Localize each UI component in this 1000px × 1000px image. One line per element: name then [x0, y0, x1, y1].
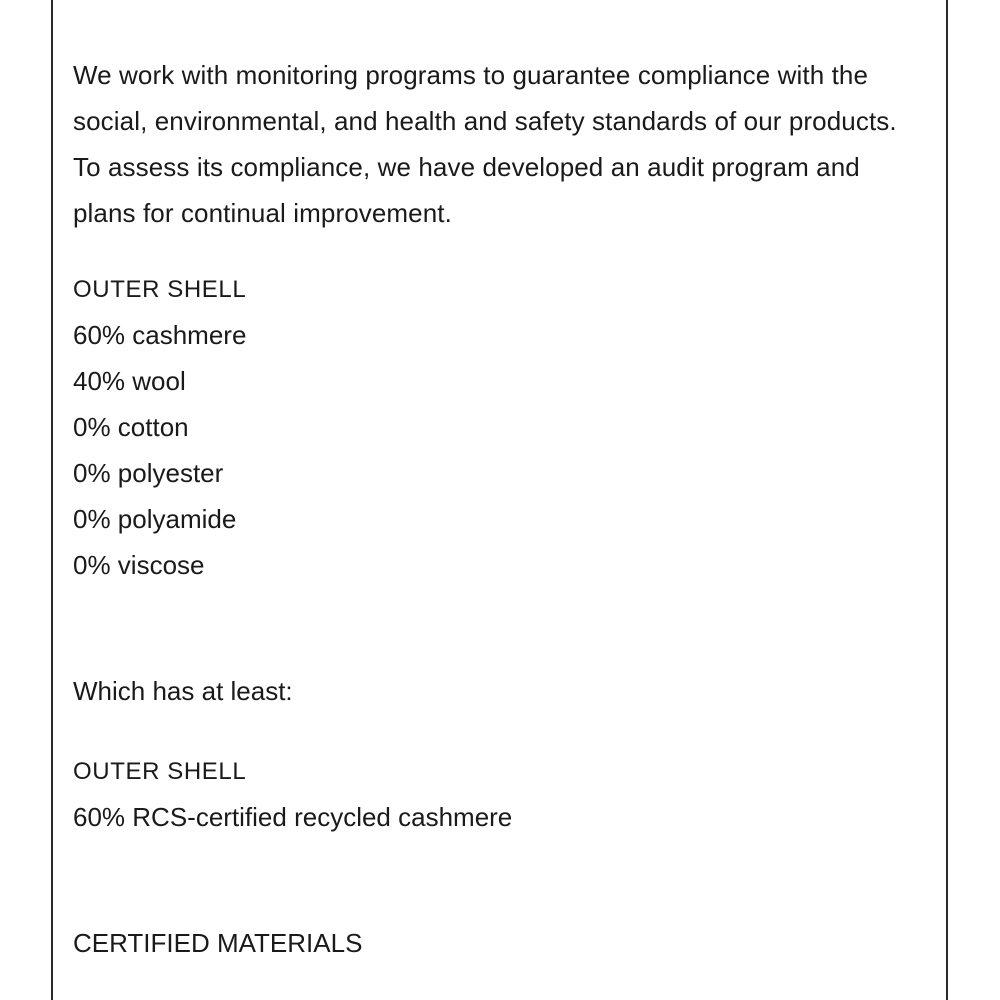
composition-section [73, 268, 926, 588]
composition-item: 0% polyamide [73, 504, 237, 534]
product-details-panel [51, 0, 948, 1000]
certified-materials-heading[interactable]: CERTIFIED MATERIALS [73, 928, 363, 958]
composition-heading: OUTER SHELL [73, 276, 247, 303]
product-details-content [73, 52, 926, 966]
composition-item: 0% polyester [73, 458, 224, 488]
composition-item: 60% cashmere [73, 320, 247, 350]
at-least-label: Which has at least: [73, 676, 293, 706]
composition-item: 40% wool [73, 366, 186, 396]
at-least-item: 60% RCS-certified recycled cashmere [73, 802, 513, 832]
at-least-section [73, 750, 926, 840]
at-least-heading: OUTER SHELL [73, 758, 247, 785]
composition-item: 0% cotton [73, 412, 189, 442]
compliance-paragraph: We work with monitoring programs to guarantee compliance with the social, environmental, and health and safety standards of our products. To assess its compliance, we have developed an audit program and plans for continual improvement. [73, 60, 897, 228]
composition-item: 0% viscose [73, 550, 205, 580]
